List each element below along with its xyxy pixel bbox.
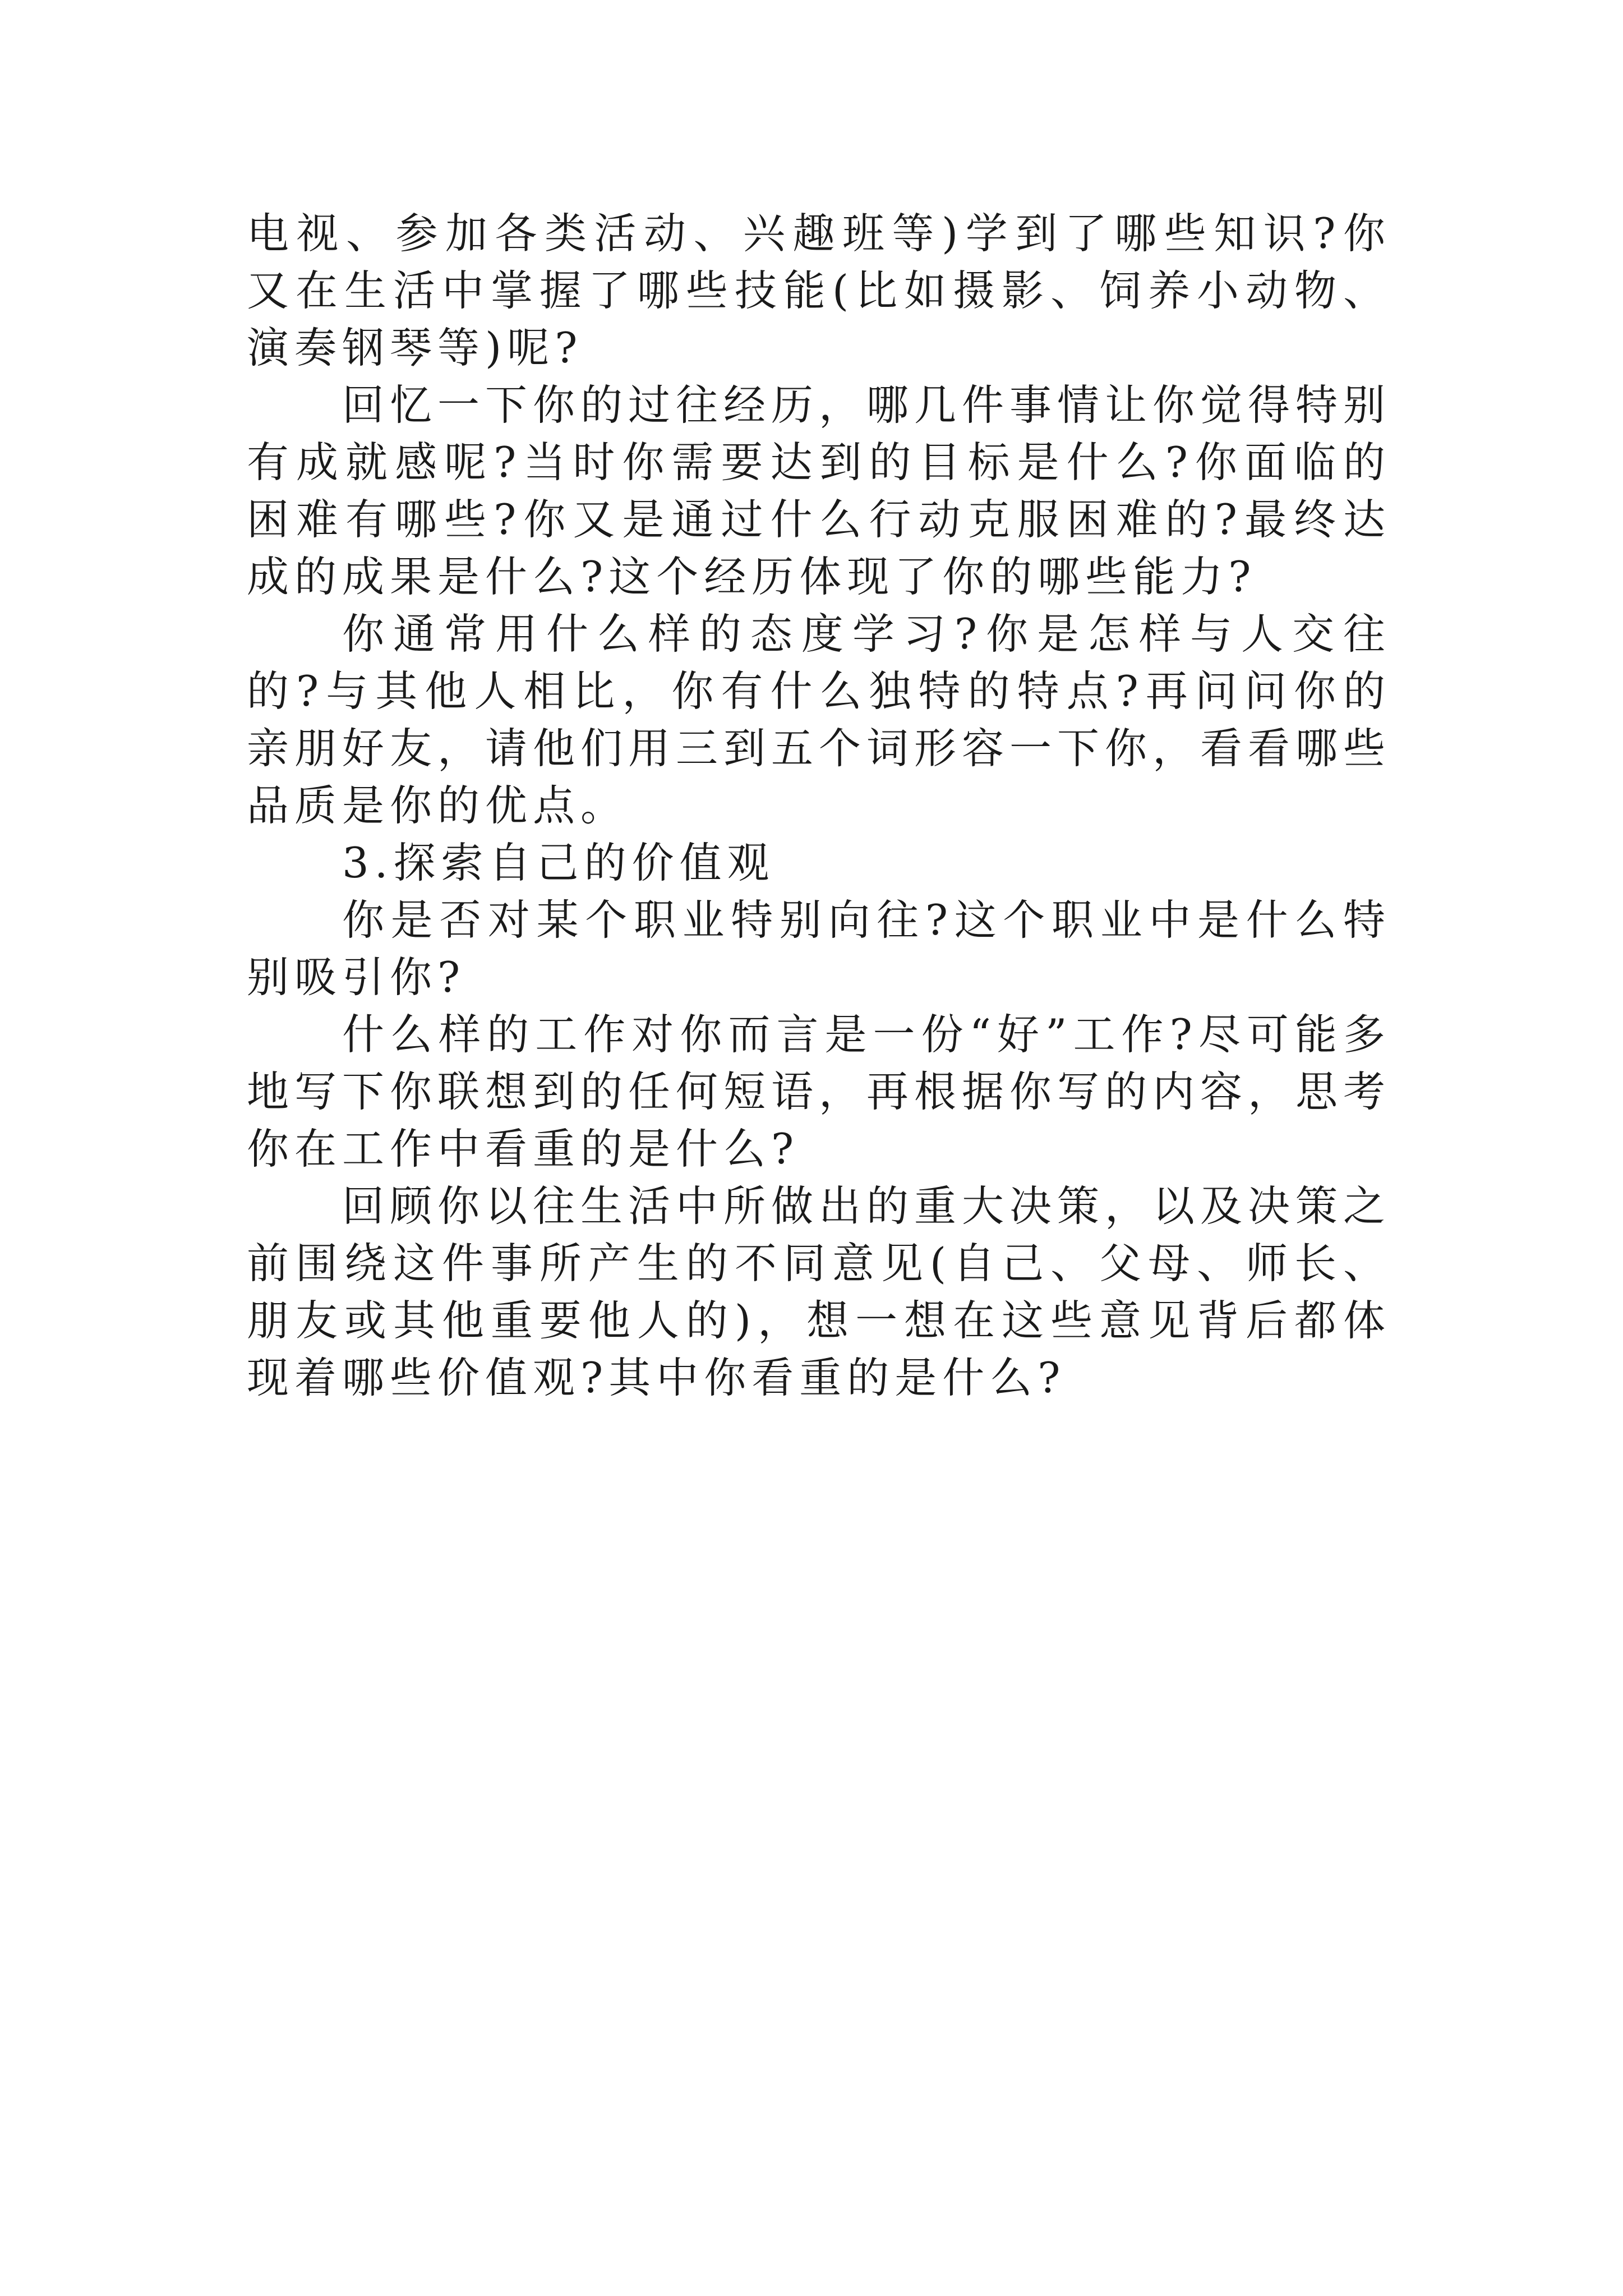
document-body bbox=[247, 205, 1391, 1406]
section-heading-values: 3.探索自己的价值观 bbox=[342, 838, 775, 887]
paragraph-traits: 你通常用什么样的态度学习?你是怎样与人交往的?与其他人相比，你有什么独特的特点?再问问你的亲朋好友，请他们用三到五个词形容一下你，看看哪些品质是你的优点。 bbox=[247, 609, 1391, 830]
paragraph-achievement: 回忆一下你的过往经历，哪几件事情让你觉得特别有成就感呢?当时你需要达到的目标是什么?你面临的困难有哪些?你又是通过什么行动克服困难的?最终达成的成果是什么?这个经历体现了你的哪些能力? bbox=[247, 380, 1391, 601]
paragraph-knowledge-skills: 电视、参加各类活动、兴趣班等)学到了哪些知识?你又在生活中掌握了哪些技能(比如摄影、饲养小动物、演奏钢琴等)呢? bbox=[247, 209, 1391, 372]
paragraph-career-attraction: 你是否对某个职业特别向往?这个职业中是什么特别吸引你? bbox=[247, 895, 1391, 1002]
paragraph-decisions: 回顾你以往生活中所做出的重大决策，以及决策之前围绕这件事所产生的不同意见(自己、父母、师长、朋友或其他重要他人的)，想一想在这些意见背后都体现着哪些价值观?其中你看重的是什么? bbox=[247, 1181, 1391, 1402]
paragraph-good-job: 什么样的工作对你而言是一份“好”工作?尽可能多地写下你联想到的任何短语，再根据你写的内容，思考你在工作中看重的是什么? bbox=[247, 1010, 1391, 1174]
